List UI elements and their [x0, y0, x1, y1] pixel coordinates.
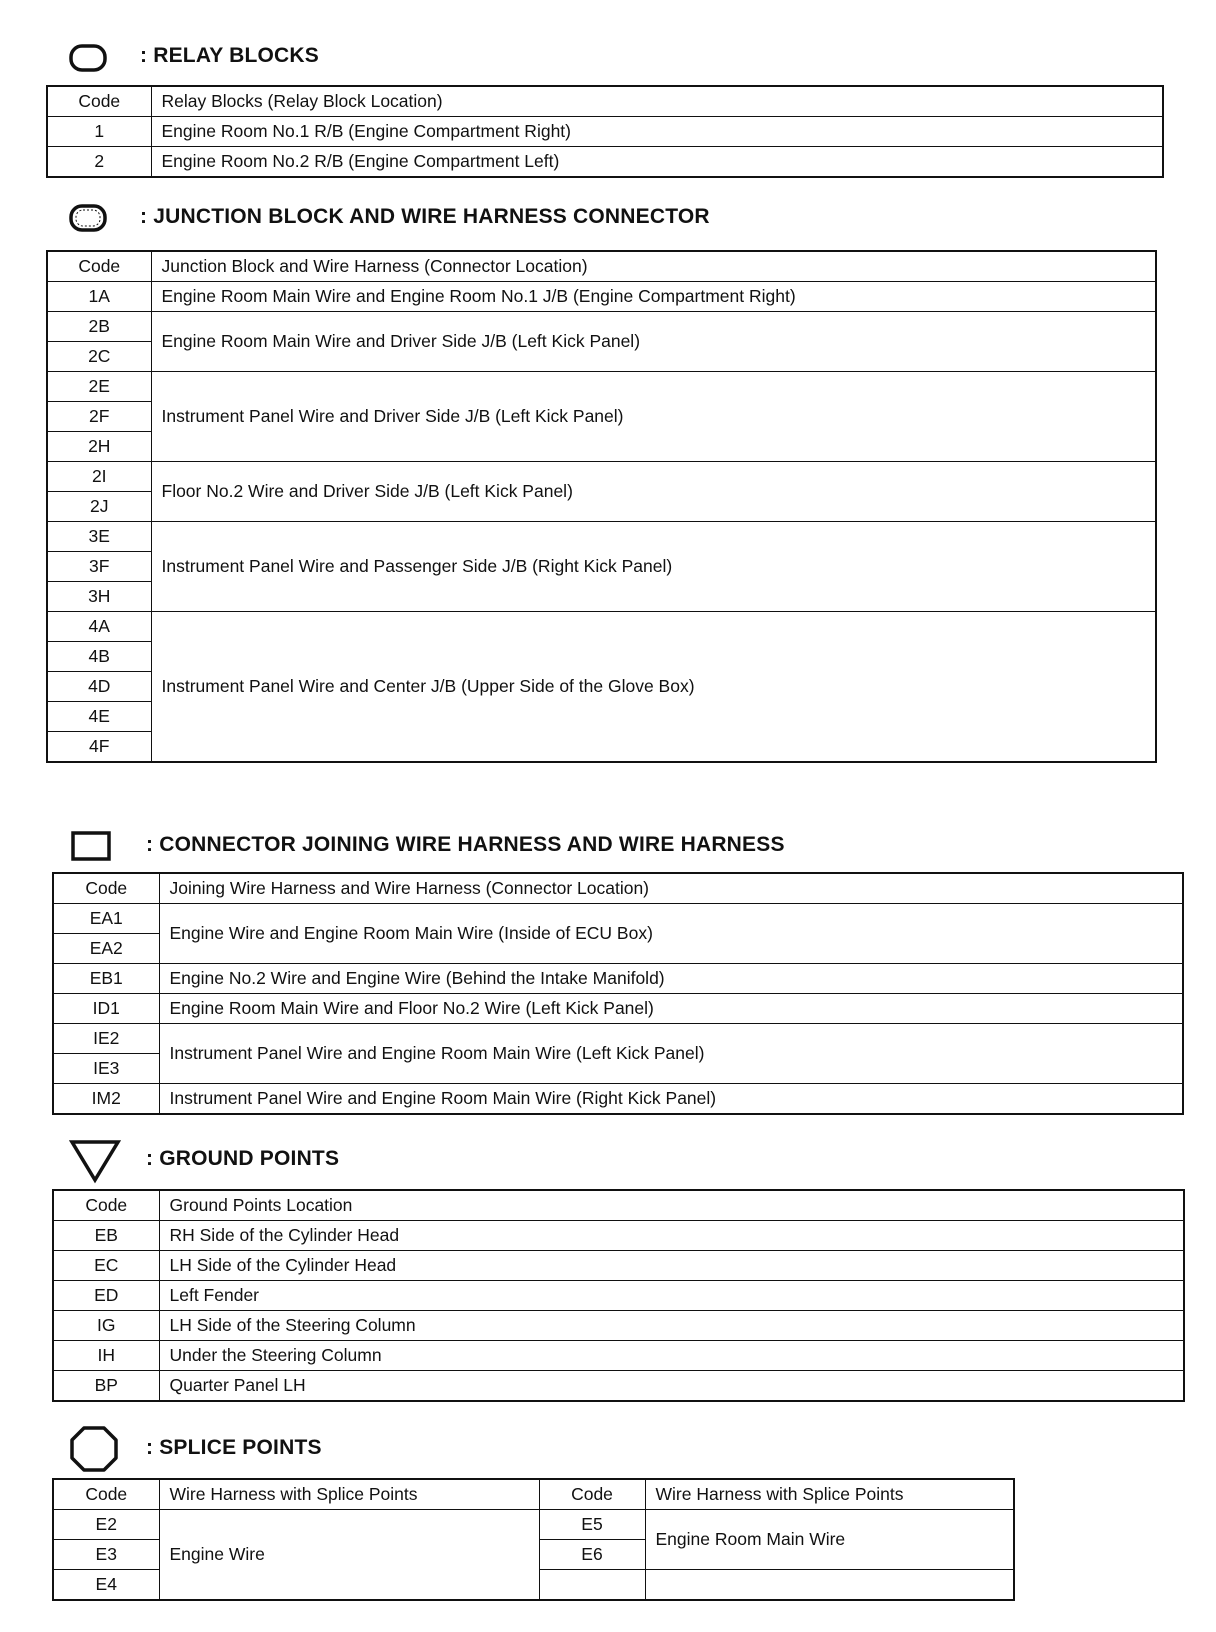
connector-heading: : CONNECTOR JOINING WIRE HARNESS AND WIRE HARNESS	[146, 833, 785, 856]
code-cell: 4B	[47, 642, 151, 672]
junction-block-heading: : JUNCTION BLOCK AND WIRE HARNESS CONNECTOR	[140, 205, 710, 228]
code-cell: 4F	[47, 732, 151, 763]
location-header: Relay Blocks (Relay Block Location)	[151, 86, 1163, 117]
code-cell: ED	[53, 1281, 159, 1311]
table-row	[53, 1371, 1184, 1402]
code-cell: 2F	[47, 402, 151, 432]
code-cell: EC	[53, 1251, 159, 1281]
relay-blocks-heading: : RELAY BLOCKS	[140, 44, 319, 67]
code-cell: IE2	[53, 1024, 159, 1054]
splice-points-heading: : SPLICE POINTS	[146, 1436, 322, 1459]
code-cell: EA1	[53, 904, 159, 934]
code-cell: 2H	[47, 432, 151, 462]
code-cell: 4E	[47, 702, 151, 732]
code-cell: IG	[53, 1311, 159, 1341]
table-row	[53, 1510, 1014, 1540]
code-cell: 3H	[47, 582, 151, 612]
table-header-row	[53, 1190, 1184, 1221]
code-cell: EA2	[53, 934, 159, 964]
code-cell: E3	[53, 1540, 159, 1570]
empty-cell	[539, 1570, 645, 1601]
table-header-row	[47, 86, 1163, 117]
junction-block-table	[46, 250, 1157, 763]
code-cell: ID1	[53, 994, 159, 1024]
code-cell: IH	[53, 1341, 159, 1371]
table-row	[53, 904, 1183, 934]
location-cell: Instrument Panel Wire and Driver Side J/B (Left Kick Panel)	[151, 372, 1156, 462]
table-row	[47, 117, 1163, 147]
location-cell: Engine No.2 Wire and Engine Wire (Behind the Intake Manifold)	[159, 964, 1183, 994]
location-header: Joining Wire Harness and Wire Harness (Connector Location)	[159, 873, 1183, 904]
table-row	[53, 1024, 1183, 1054]
location-cell: Engine Room Main Wire and Driver Side J/B (Left Kick Panel)	[151, 312, 1156, 372]
table-row	[47, 462, 1156, 492]
location-cell: Engine Wire and Engine Room Main Wire (Inside of ECU Box)	[159, 904, 1183, 964]
empty-cell	[645, 1570, 1014, 1601]
table-row	[53, 1221, 1184, 1251]
relay-block-icon	[68, 42, 110, 74]
splice-header: Wire Harness with Splice Points	[645, 1479, 1014, 1510]
table-row	[53, 964, 1183, 994]
splice-header: Wire Harness with Splice Points	[159, 1479, 539, 1510]
location-cell: Left Fender	[159, 1281, 1184, 1311]
location-cell: Floor No.2 Wire and Driver Side J/B (Left Kick Panel)	[151, 462, 1156, 522]
code-cell: 2E	[47, 372, 151, 402]
table-header-row	[53, 873, 1183, 904]
code-cell: 3F	[47, 552, 151, 582]
table-row	[53, 1311, 1184, 1341]
location-cell: Engine Room Main Wire and Engine Room No.1 J/B (Engine Compartment Right)	[151, 282, 1156, 312]
location-cell: Instrument Panel Wire and Engine Room Main Wire (Right Kick Panel)	[159, 1084, 1183, 1115]
code-header: Code	[53, 873, 159, 904]
code-cell: IM2	[53, 1084, 159, 1115]
table-row	[47, 312, 1156, 342]
code-cell: 2J	[47, 492, 151, 522]
code-cell: EB	[53, 1221, 159, 1251]
table-row	[47, 147, 1163, 178]
table-row	[53, 1251, 1184, 1281]
splice-cell: Engine Wire	[159, 1510, 539, 1601]
location-cell: Instrument Panel Wire and Engine Room Main Wire (Left Kick Panel)	[159, 1024, 1183, 1084]
location-cell: Engine Room No.1 R/B (Engine Compartment Right)	[151, 117, 1163, 147]
junction-block-icon	[68, 202, 110, 234]
connector-table	[52, 872, 1184, 1115]
table-row	[47, 282, 1156, 312]
relay-blocks-table	[46, 85, 1164, 178]
location-cell: LH Side of the Cylinder Head	[159, 1251, 1184, 1281]
code-cell: 4D	[47, 672, 151, 702]
code-header: Code	[53, 1479, 159, 1510]
location-cell: Engine Room Main Wire and Floor No.2 Wire (Left Kick Panel)	[159, 994, 1183, 1024]
code-cell: 2C	[47, 342, 151, 372]
table-header-row	[53, 1479, 1014, 1510]
location-cell: Instrument Panel Wire and Center J/B (Upper Side of the Glove Box)	[151, 612, 1156, 763]
table-row	[53, 1084, 1183, 1115]
location-header: Ground Points Location	[159, 1190, 1184, 1221]
location-cell: Instrument Panel Wire and Passenger Side J/B (Right Kick Panel)	[151, 522, 1156, 612]
code-header: Code	[47, 251, 151, 282]
location-cell: Quarter Panel LH	[159, 1371, 1184, 1402]
ground-triangle-icon	[68, 1138, 122, 1184]
code-cell: 1A	[47, 282, 151, 312]
ground-points-table	[52, 1189, 1185, 1402]
table-row	[47, 522, 1156, 552]
code-cell: 1	[47, 117, 151, 147]
code-cell: 2	[47, 147, 151, 178]
splice-cell: Engine Room Main Wire	[645, 1510, 1014, 1570]
location-cell: Engine Room No.2 R/B (Engine Compartment Left)	[151, 147, 1163, 178]
table-header-row	[47, 251, 1156, 282]
code-header: Code	[539, 1479, 645, 1510]
connector-square-icon	[70, 830, 114, 862]
code-cell: E6	[539, 1540, 645, 1570]
code-cell: 3E	[47, 522, 151, 552]
location-header: Junction Block and Wire Harness (Connector Location)	[151, 251, 1156, 282]
code-cell: BP	[53, 1371, 159, 1402]
code-cell: E2	[53, 1510, 159, 1540]
table-row	[53, 994, 1183, 1024]
location-cell: Under the Steering Column	[159, 1341, 1184, 1371]
code-cell: 4A	[47, 612, 151, 642]
code-cell: IE3	[53, 1054, 159, 1084]
code-cell: 2B	[47, 312, 151, 342]
code-cell: 2I	[47, 462, 151, 492]
location-cell: RH Side of the Cylinder Head	[159, 1221, 1184, 1251]
code-cell: E5	[539, 1510, 645, 1540]
splice-points-table	[52, 1478, 1015, 1601]
code-header: Code	[47, 86, 151, 117]
splice-hexagon-icon	[68, 1424, 120, 1474]
code-cell: EB1	[53, 964, 159, 994]
table-row	[53, 1281, 1184, 1311]
table-row	[47, 612, 1156, 642]
code-header: Code	[53, 1190, 159, 1221]
table-row	[47, 372, 1156, 402]
ground-points-heading: : GROUND POINTS	[146, 1147, 340, 1170]
table-row	[53, 1341, 1184, 1371]
location-cell: LH Side of the Steering Column	[159, 1311, 1184, 1341]
code-cell: E4	[53, 1570, 159, 1601]
